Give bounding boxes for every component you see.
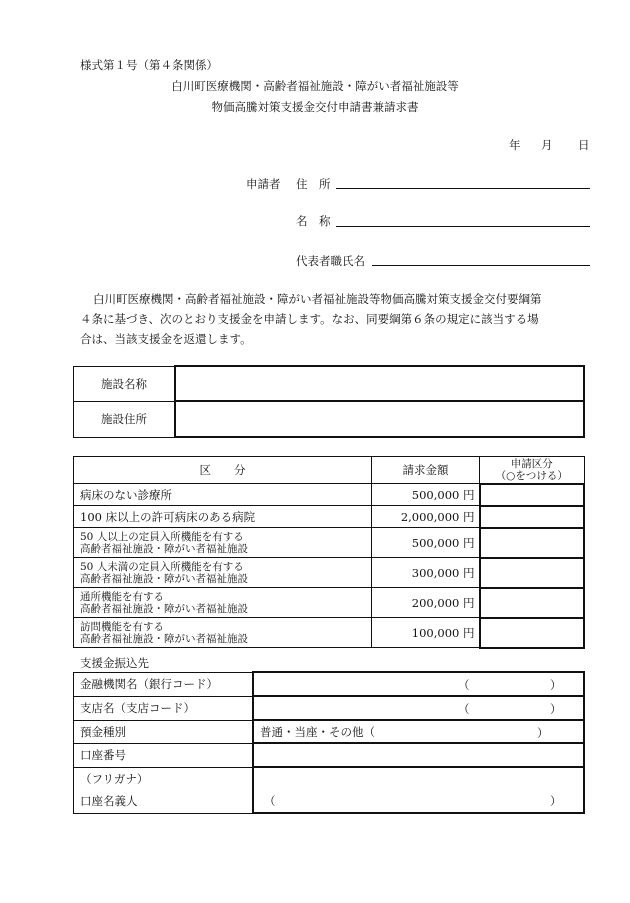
facility-name-field[interactable] <box>175 366 584 401</box>
title-line-1: 白川町医療機関・高齢者福祉施設・障がい者福祉施設等 <box>171 79 459 93</box>
bank-section-label: 支援金振込先 <box>80 656 149 670</box>
amount-cell: 500,000 円 <box>372 484 480 506</box>
category-header-row <box>74 457 585 484</box>
amount-cell: 100,000 円 <box>372 618 480 648</box>
address-label: 住 所 <box>296 177 331 191</box>
apply-cell[interactable] <box>480 558 585 588</box>
account-holder-label-cell <box>74 767 254 813</box>
amount-cell: 300,000 円 <box>372 558 480 588</box>
form-number: 様式第１号（第４条関係） <box>80 58 218 72</box>
category-line-2: 高齢者福祉施設・障がい者福祉施設 <box>80 602 248 615</box>
category-cell: 病床のない診療所 <box>74 484 372 506</box>
apply-cell[interactable] <box>480 618 585 648</box>
bank-table <box>73 671 585 814</box>
apply-cell[interactable] <box>480 588 585 618</box>
account-type-close-paren: ） <box>537 726 549 740</box>
apply-cell[interactable] <box>480 484 585 506</box>
category-cell: 100 床以上の許可病床のある病院 <box>74 506 372 528</box>
address-line[interactable] <box>336 188 590 189</box>
table-row <box>74 484 585 506</box>
table-row <box>74 618 585 648</box>
header-apply <box>480 457 585 484</box>
category-line-1: 訪問機能を有する <box>80 620 164 633</box>
branch-label: 支店名（支店コード） <box>74 696 254 720</box>
category-line-1: 50 人以上の定員入所機能を有する <box>80 530 244 543</box>
account-holder-field[interactable] <box>253 767 584 813</box>
account-number-label: 口座番号 <box>74 743 254 767</box>
category-line-2: 高齢者福祉施設・障がい者福祉施設 <box>80 632 248 645</box>
account-holder-label: 口座名義人 <box>80 794 138 808</box>
body-line-1: 白川町医療機関・高齢者福祉施設・障がい者福祉施設等物価高騰対策支援金交付要綱第 <box>93 292 542 306</box>
title-line-2: 物価高騰対策支援金交付申請書兼請求書 <box>211 100 419 114</box>
facility-address-label: 施設住所 <box>74 401 176 437</box>
table-row <box>74 506 585 528</box>
holder-open-paren: （ <box>264 794 276 808</box>
bank-code-open-paren: （ <box>458 678 470 692</box>
account-number-field[interactable] <box>253 743 584 767</box>
header-apply-line-2: （○をつける） <box>495 469 568 482</box>
facility-address-field[interactable] <box>175 401 584 437</box>
apply-cell[interactable] <box>480 506 585 528</box>
representative-label: 代表者職氏名 <box>296 254 365 268</box>
account-type-field[interactable] <box>253 720 584 743</box>
category-line-2: 高齢者福祉施設・障がい者福祉施設 <box>80 542 248 555</box>
account-type-options[interactable]: 普通・当座・その他（ <box>260 724 375 739</box>
amount-cell: 200,000 円 <box>372 588 480 618</box>
category-line-1: 50 人未満の定員入所機能を有する <box>80 560 244 573</box>
header-category: 区 分 <box>74 457 372 484</box>
table-row <box>74 528 585 558</box>
name-line[interactable] <box>336 226 590 227</box>
applicant-label: 申請者 <box>246 177 281 191</box>
category-line-1: 通所機能を有する <box>80 590 164 603</box>
amount-cell: 2,000,000 円 <box>372 506 480 528</box>
category-cell <box>74 528 372 558</box>
branch-code-close-paren: ） <box>550 702 562 716</box>
bank-code-close-paren: ） <box>550 678 562 692</box>
date-day: 日 <box>578 138 590 152</box>
category-line-2: 高齢者福祉施設・障がい者福祉施設 <box>80 572 248 585</box>
branch-code-open-paren: （ <box>458 702 470 716</box>
category-cell <box>74 618 372 648</box>
facility-table <box>73 365 585 438</box>
account-type-label: 預金種別 <box>74 720 254 743</box>
date-year: 年 <box>509 138 521 152</box>
bank-name-field[interactable] <box>253 672 584 696</box>
table-row <box>74 558 585 588</box>
category-cell <box>74 588 372 618</box>
branch-field[interactable] <box>253 696 584 720</box>
table-row <box>74 588 585 618</box>
category-cell <box>74 558 372 588</box>
apply-cell[interactable] <box>480 528 585 558</box>
bank-name-label: 金融機関名（銀行コード） <box>74 672 254 696</box>
facility-name-label: 施設名称 <box>74 366 176 401</box>
header-amount: 請求金額 <box>372 457 480 484</box>
representative-line[interactable] <box>372 265 590 266</box>
body-line-3: 合は、当該支援金を返還します。 <box>80 332 252 346</box>
category-table <box>73 456 585 649</box>
header-apply-line-1: 申請区分 <box>510 457 553 470</box>
holder-close-paren: ） <box>550 794 562 808</box>
date-month: 月 <box>541 138 553 152</box>
amount-cell: 500,000 円 <box>372 528 480 558</box>
name-label: 名 称 <box>296 214 331 228</box>
body-line-2: ４条に基づき、次のとおり支援金を申請します。なお、同要綱第６条の規定に該当する場 <box>80 312 539 326</box>
furigana-label: （フリガナ） <box>80 772 149 786</box>
